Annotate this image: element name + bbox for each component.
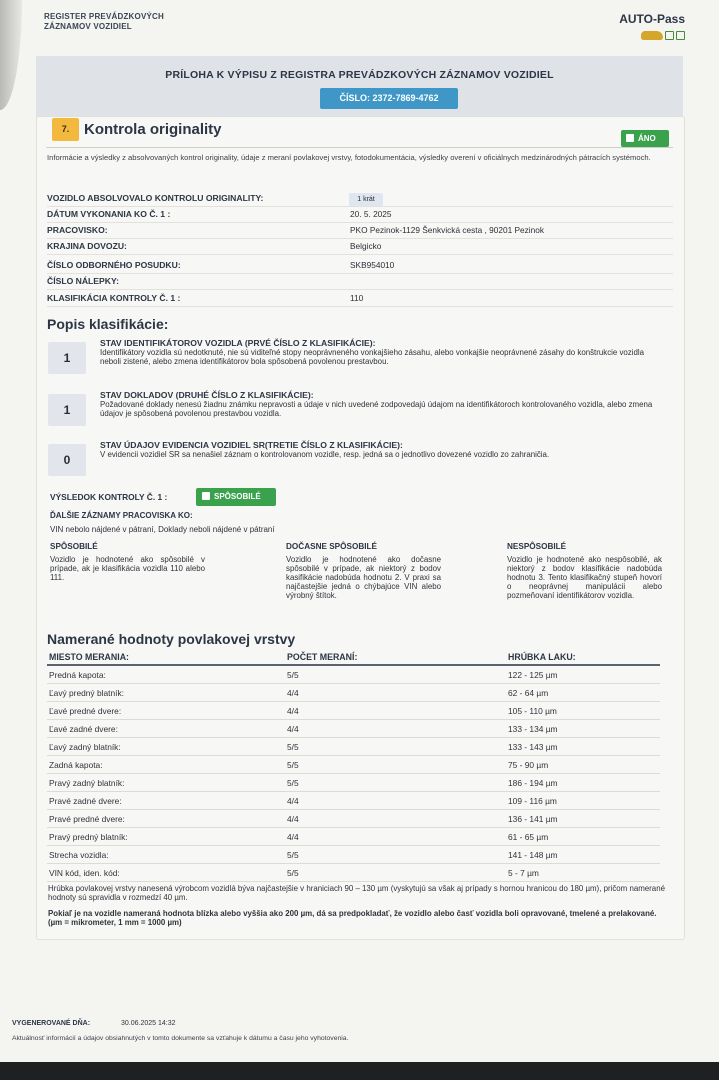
section-status-label: ÁNO bbox=[638, 134, 656, 143]
table-row bbox=[47, 810, 660, 828]
detail-value: SKB954010 bbox=[350, 260, 395, 270]
detail-label: ČÍSLO ODBORNÉHO POSUDKU: bbox=[47, 260, 181, 270]
section-title: Kontrola originality bbox=[84, 121, 222, 138]
classification-heading: STAV IDENTIFIKÁTOROV VOZIDLA (PRVÉ ČÍSLO Z KLASIFIKÁCIE): bbox=[100, 338, 376, 348]
check-icon bbox=[626, 134, 634, 142]
classification-digit: 1 bbox=[48, 394, 86, 426]
brand bbox=[619, 12, 685, 42]
registry-line-2: ZÁZNAMOV VOZIDIEL bbox=[44, 22, 132, 31]
cell-thickness: 133 - 143 µm bbox=[508, 742, 558, 752]
detail-row bbox=[47, 274, 673, 290]
cell-location: Pravý predný blatník: bbox=[49, 832, 128, 842]
cell-location: Strecha vozidla: bbox=[49, 850, 109, 860]
detail-label: VOZIDLO ABSOLVOVALO KONTROLU ORIGINALITY: bbox=[47, 193, 264, 203]
legend-heading: DOČASNE SPÔSOBILÉ bbox=[286, 542, 377, 551]
legend-column bbox=[507, 542, 662, 600]
brand-logo bbox=[619, 28, 685, 42]
classification-digit: 0 bbox=[48, 444, 86, 476]
cell-thickness: 62 - 64 µm bbox=[508, 688, 549, 698]
classification-text: Požadované doklady nenesú žiadnu známku nepravosti a údaje v nich uvedené zodpovedajú údajom na identifikátoroch kontrolovaného vozidla, alebo zmena údajov je spôsobená povolenou prestavbou vozidla. bbox=[100, 400, 653, 419]
detail-row bbox=[47, 207, 673, 223]
section-status-badge bbox=[621, 130, 669, 147]
cell-thickness: 61 - 65 µm bbox=[508, 832, 549, 842]
legend-text: Vozidlo je hodnotené ako nespôsobilé, ak niektorý z bodov klasifikácie nadobúda hodnotu 3. Tento klasifikačný stupeň hovorí o neoprávnej manipulácii alebo pozmeňovaní identifikátorov vozidla. bbox=[507, 555, 662, 601]
cell-thickness: 75 - 90 µm bbox=[508, 760, 549, 770]
footer-disclaimer: Aktuálnosť informácií a údajov obsiahnutých v tomto dokumente sa vzťahuje k dátumu a času jeho vyhotovenia. bbox=[12, 1035, 349, 1042]
section-divider bbox=[46, 147, 673, 148]
legend-column bbox=[50, 542, 205, 582]
detail-value: 110 bbox=[350, 293, 364, 303]
column-header: POČET MERANÍ: bbox=[287, 652, 358, 662]
cell-location: Ľavé predné dvere: bbox=[49, 706, 122, 716]
table-row bbox=[47, 702, 660, 720]
cell-count: 4/4 bbox=[287, 724, 299, 734]
detail-row bbox=[47, 191, 673, 207]
detail-label: KRAJINA DOVOZU: bbox=[47, 241, 127, 251]
records-text: VIN nebolo nájdené v pátraní, Doklady neboli nájdené v pátraní bbox=[50, 525, 275, 534]
detail-value: PKO Pezinok-1129 Šenkvická cesta , 90201 Pezinok bbox=[350, 225, 545, 235]
cell-thickness: 122 - 125 µm bbox=[508, 670, 558, 680]
cell-location: Ľavé zadné dvere: bbox=[49, 724, 118, 734]
cell-count: 4/4 bbox=[287, 814, 299, 824]
table-row bbox=[47, 828, 660, 846]
generated-value: 30.06.2025 14:32 bbox=[121, 1020, 176, 1027]
classification-title: Popis klasifikácie: bbox=[47, 316, 169, 332]
check-box-icon bbox=[665, 31, 674, 40]
detail-row bbox=[47, 239, 673, 255]
column-header: HRÚBKA LAKU: bbox=[508, 652, 576, 662]
cell-count: 5/5 bbox=[287, 868, 299, 878]
classification-heading: STAV DOKLADOV (DRUHÉ ČÍSLO Z KLASIFIKÁCIE): bbox=[100, 390, 314, 400]
table-row bbox=[47, 864, 660, 882]
cell-count: 5/5 bbox=[287, 670, 299, 680]
cell-count: 5/5 bbox=[287, 760, 299, 770]
classification-heading: STAV ÚDAJOV EVIDENCIA VOZIDIEL SR(TRETIE ČÍSLO Z KLASIFIKÁCIE): bbox=[100, 440, 403, 450]
table-row bbox=[47, 774, 660, 792]
detail-label: KLASIFIKÁCIA KONTROLY Č. 1 : bbox=[47, 293, 181, 303]
legend-column bbox=[286, 542, 441, 600]
legend-heading: NESPÔSOBILÉ bbox=[507, 542, 567, 551]
classification-text: Identifikátory vozidla sú nedotknuté, nie sú viditeľné stopy neoprávneného vonkajšieho zásahu, alebo vonkajšie neoprávnené zásahy do konštrukcie vozidla neboli zistené, alebo zmena identifikátorov bola spôsobená povolenou prestavbou. bbox=[100, 348, 645, 367]
cell-thickness: 105 - 110 µm bbox=[508, 706, 557, 716]
cell-count: 4/4 bbox=[287, 796, 299, 806]
detail-row bbox=[47, 258, 673, 274]
legend-heading: SPÔSOBILÉ bbox=[50, 542, 98, 551]
result-status-badge bbox=[196, 488, 276, 506]
table-row bbox=[47, 666, 660, 684]
table-row bbox=[47, 684, 660, 702]
cell-count: 5/5 bbox=[287, 742, 299, 752]
cell-thickness: 136 - 141 µm bbox=[508, 814, 558, 824]
legend-text: Vozidlo je hodnotené ako spôsobilé v prípade, ak je klasifikácia vozidla 110 alebo 111. bbox=[50, 555, 205, 583]
cell-count: 4/4 bbox=[287, 706, 299, 716]
registry-line-1: REGISTER PREVÁDZKOVÝCH bbox=[44, 12, 164, 21]
generated-label: VYGENEROVANÉ DŇA: bbox=[12, 1020, 91, 1027]
table-row bbox=[47, 756, 660, 774]
detail-label: ČÍSLO NÁLEPKY: bbox=[47, 276, 119, 286]
cell-location: Zadná kapota: bbox=[49, 760, 103, 770]
cell-thickness: 141 - 148 µm bbox=[508, 850, 558, 860]
title-banner bbox=[36, 56, 683, 122]
section-number-badge: 7. bbox=[52, 118, 79, 141]
cell-location: VIN kód, iden. kód: bbox=[49, 868, 120, 878]
coating-note: Hrúbka povlakovej vrstvy nanesená výrobcom vozidlá býva najčastejšie v hraniciach 90 – 130 µm (vyskytujú sa však aj prípady s hornou hranicou do 180 µm), pričom namerané hodnoty sú spravidla v rozmedzí 40 µm. bbox=[48, 884, 665, 903]
detail-row bbox=[47, 291, 673, 307]
brand-name: AUTO-Pass bbox=[619, 12, 685, 26]
coating-warning: Pokiaľ je na vozidle nameraná hodnota blízka alebo vyššia ako 200 µm, dá sa predpokladať, že vozidlo alebo časť vozidla boli opravované, tmelené a prelakované. (µm = mikrometer, 1 mm = 1000 µm) bbox=[48, 909, 657, 928]
legend-text: Vozidlo je hodnotené ako dočasne spôsobilé v prípade, ak niektorý z bodov kasifikácie nadobúda hodnotu 2. V praxi sa najčastejšie jedná o chýbajúce VIN alebo výrobný štítok. bbox=[286, 555, 441, 601]
detail-row bbox=[47, 223, 673, 239]
result-status: SPÔSOBILÉ bbox=[214, 492, 261, 501]
document-title: PRÍLOHA K VÝPISU Z REGISTRA PREVÁDZKOVÝCH ZÁZNAMOV VOZIDIEL bbox=[165, 69, 554, 81]
table-row bbox=[47, 720, 660, 738]
cell-location: Pravé zadné dvere: bbox=[49, 796, 122, 806]
cell-location: Pravé predné dvere: bbox=[49, 814, 125, 824]
classification-text: V evidencii vozidiel SR sa nenašiel záznam o kontrolovanom vozidle, resp. jedná sa o jednotlivo dovezené vozidlo zo zahraničia. bbox=[100, 450, 550, 459]
table-row bbox=[47, 738, 660, 756]
check-icon bbox=[202, 492, 210, 500]
registry-title bbox=[44, 12, 164, 32]
records-label: ĎALŠIE ZÁZNAMY PRACOVISKA KO: bbox=[50, 511, 193, 520]
cell-location: Predná kapota: bbox=[49, 670, 106, 680]
car-icon bbox=[641, 31, 663, 40]
cell-thickness: 186 - 194 µm bbox=[508, 778, 558, 788]
table-row bbox=[47, 846, 660, 864]
cell-location: Ľavý predný blatník: bbox=[49, 688, 124, 698]
cell-count: 5/5 bbox=[287, 850, 299, 860]
table-row bbox=[47, 792, 660, 810]
cross-box-icon bbox=[676, 31, 685, 40]
detail-value: Belgicko bbox=[350, 241, 382, 251]
cell-count: 4/4 bbox=[287, 688, 299, 698]
cell-thickness: 133 - 134 µm bbox=[508, 724, 558, 734]
cell-thickness: 5 - 7 µm bbox=[508, 868, 539, 878]
classification-digit: 1 bbox=[48, 342, 86, 374]
bottom-shadow bbox=[0, 1062, 719, 1080]
detail-value: 20. 5. 2025 bbox=[350, 209, 392, 219]
coating-title: Namerané hodnoty povlakovej vrstvy bbox=[47, 631, 296, 647]
inspection-count-badge: 1 krát bbox=[349, 193, 383, 206]
detail-label: DÁTUM VYKONANIA KO Č. 1 : bbox=[47, 209, 171, 219]
cell-location: Pravý zadný blatník: bbox=[49, 778, 125, 788]
document-number-badge: ČÍSLO: 2372-7869-4762 bbox=[320, 88, 458, 109]
cell-count: 4/4 bbox=[287, 832, 299, 842]
column-header: MIESTO MERANIA: bbox=[49, 652, 129, 662]
cell-location: Ľavý zadný blatník: bbox=[49, 742, 121, 752]
cell-count: 5/5 bbox=[287, 778, 299, 788]
result-label: VÝSLEDOK KONTROLY Č. 1 : bbox=[50, 492, 168, 502]
detail-label: PRACOVISKO: bbox=[47, 225, 108, 235]
section-intro: Informácie a výsledky z absolvovaných kontrol originality, údaje z meraní povlakovej vrstvy, fotodokumentácia, výsledky overení v oficiálnych medzinárodných pátracích systémoch. bbox=[47, 153, 651, 162]
cell-thickness: 109 - 116 µm bbox=[508, 796, 557, 806]
